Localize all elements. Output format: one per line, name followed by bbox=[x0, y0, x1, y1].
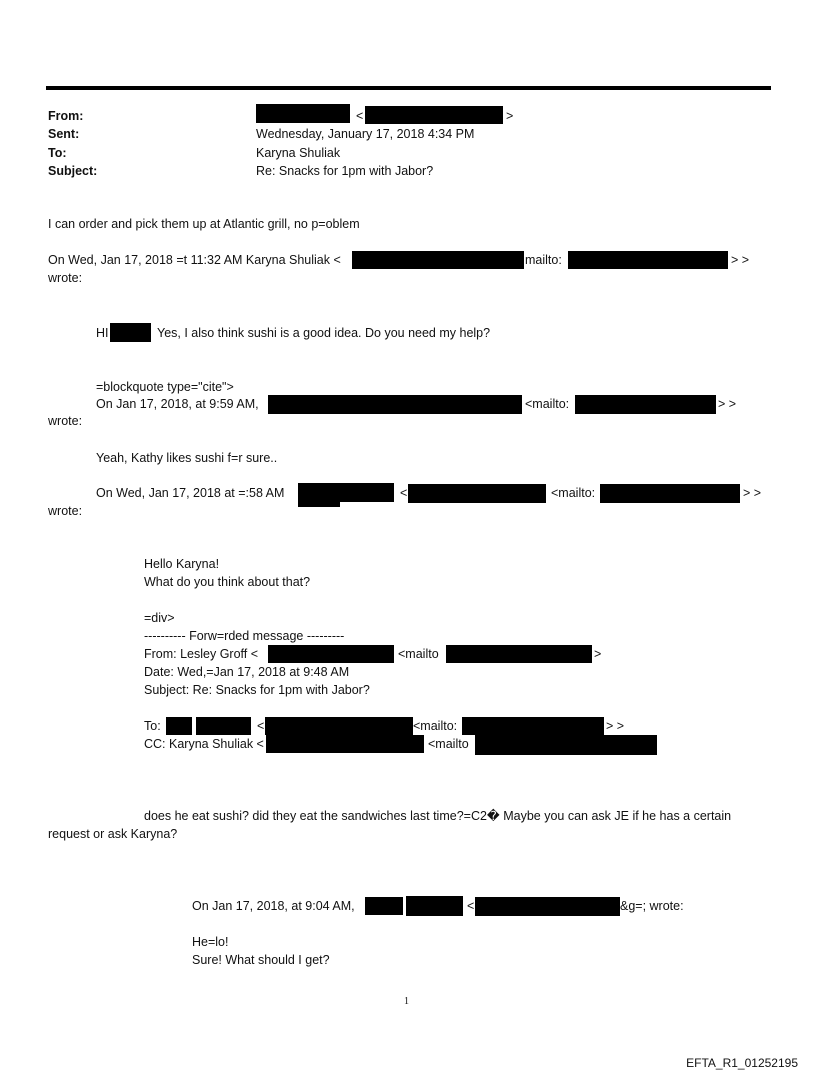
body-line: Hello Karyna! bbox=[144, 557, 220, 571]
redaction-box bbox=[196, 717, 251, 735]
quote-end: > > bbox=[606, 719, 625, 733]
to-label: To: bbox=[48, 146, 67, 160]
redaction-box bbox=[256, 104, 350, 123]
lt-text: < bbox=[257, 719, 265, 733]
redaction-box bbox=[475, 735, 657, 755]
quote-header: On Wed, Jan 17, 2018 =t 11:32 AM Karyna Shuliak < bbox=[48, 253, 341, 267]
document-id: EFTA_R1_01252195 bbox=[686, 1056, 798, 1070]
redaction-box bbox=[268, 395, 522, 414]
redaction-box bbox=[265, 717, 413, 735]
sent-value: Wednesday, January 17, 2018 4:34 PM bbox=[256, 127, 475, 141]
from-lt: < bbox=[356, 109, 364, 123]
body-line: He=lo! bbox=[192, 935, 229, 949]
header-rule bbox=[46, 86, 771, 90]
page-number: 1 bbox=[404, 996, 409, 1007]
subject-value: Re: Snacks for 1pm with Jabor? bbox=[256, 164, 434, 178]
wrote-text: wrote: bbox=[48, 504, 83, 518]
redaction-box bbox=[336, 483, 394, 502]
quote-end: > > bbox=[718, 397, 737, 411]
quote-end: > > bbox=[731, 253, 750, 267]
gt-text: > bbox=[594, 647, 602, 661]
body-line: I can order and pick them up at Atlantic grill, no p=oblem bbox=[48, 217, 360, 231]
body-line: Sure! What should I get? bbox=[192, 953, 330, 967]
redaction-box bbox=[352, 251, 524, 269]
from-label: From: bbox=[48, 109, 84, 123]
div-text: =div> bbox=[144, 611, 175, 625]
lt-text: < bbox=[400, 486, 408, 500]
forwarded-separator: ---------- Forw=rded message --------- bbox=[144, 629, 345, 643]
redaction-box bbox=[365, 106, 503, 124]
redaction-box bbox=[408, 484, 546, 503]
sent-label: Sent: bbox=[48, 127, 80, 141]
quote-end: > > bbox=[743, 486, 762, 500]
redaction-box bbox=[268, 645, 394, 663]
mailto-text: <mailto: bbox=[551, 486, 596, 500]
subject-label: Subject: bbox=[48, 164, 98, 178]
quote-header: On Jan 17, 2018, at 9:59 AM, bbox=[96, 397, 259, 411]
mailto-text: <mailto bbox=[428, 737, 469, 751]
forwarded-date: Date: Wed,=Jan 17, 2018 at 9:48 AM bbox=[144, 665, 350, 679]
body-line: What do you think about that? bbox=[144, 575, 311, 589]
forwarded-cc: CC: Karyna Shuliak < bbox=[144, 737, 264, 751]
mailto-text: <mailto: bbox=[525, 397, 570, 411]
redaction-box bbox=[298, 483, 340, 507]
wrote-text: wrote: bbox=[48, 271, 83, 285]
redaction-box bbox=[446, 645, 592, 663]
redaction-box bbox=[365, 897, 403, 915]
quote-header: On Wed, Jan 17, 2018 at =:58 AM bbox=[96, 486, 285, 500]
redaction-box bbox=[110, 323, 151, 342]
redaction-box bbox=[475, 897, 620, 916]
redaction-box bbox=[600, 484, 740, 503]
mailto-text: mailto: bbox=[525, 253, 562, 267]
forwarded-to: To: bbox=[144, 719, 161, 733]
mailto-text: <mailto: bbox=[413, 719, 458, 733]
redaction-box bbox=[166, 717, 192, 735]
from-gt: > bbox=[506, 109, 514, 123]
forwarded-from: From: Lesley Groff < bbox=[144, 647, 259, 661]
body-line: request or ask Karyna? bbox=[48, 827, 178, 841]
mailto-text: <mailto bbox=[398, 647, 439, 661]
wrote-text: wrote: bbox=[48, 414, 83, 428]
wrote-text: &g=; wrote: bbox=[620, 899, 684, 913]
lt-text: < bbox=[467, 899, 475, 913]
redaction-box bbox=[568, 251, 728, 269]
redaction-box bbox=[406, 896, 463, 916]
body-line: does he eat sushi? did they eat the sandwiches last time?=C2� Maybe you can ask JE if he has a certain bbox=[144, 809, 732, 823]
quote-header: On Jan 17, 2018, at 9:04 AM, bbox=[192, 899, 355, 913]
redaction-box bbox=[575, 395, 716, 414]
forwarded-subject: Subject: Re: Snacks for 1pm with Jabor? bbox=[144, 683, 370, 697]
body-line: Yeah, Kathy likes sushi f=r sure.. bbox=[96, 451, 278, 465]
redaction-box bbox=[266, 735, 424, 753]
blockquote-text: =blockquote type="cite"> bbox=[96, 380, 234, 394]
to-value: Karyna Shuliak bbox=[256, 146, 341, 160]
hi-prefix: HI bbox=[96, 326, 109, 340]
redaction-box bbox=[462, 717, 604, 735]
hi-text: Yes, I also think sushi is a good idea. Do you need my help? bbox=[157, 326, 491, 340]
